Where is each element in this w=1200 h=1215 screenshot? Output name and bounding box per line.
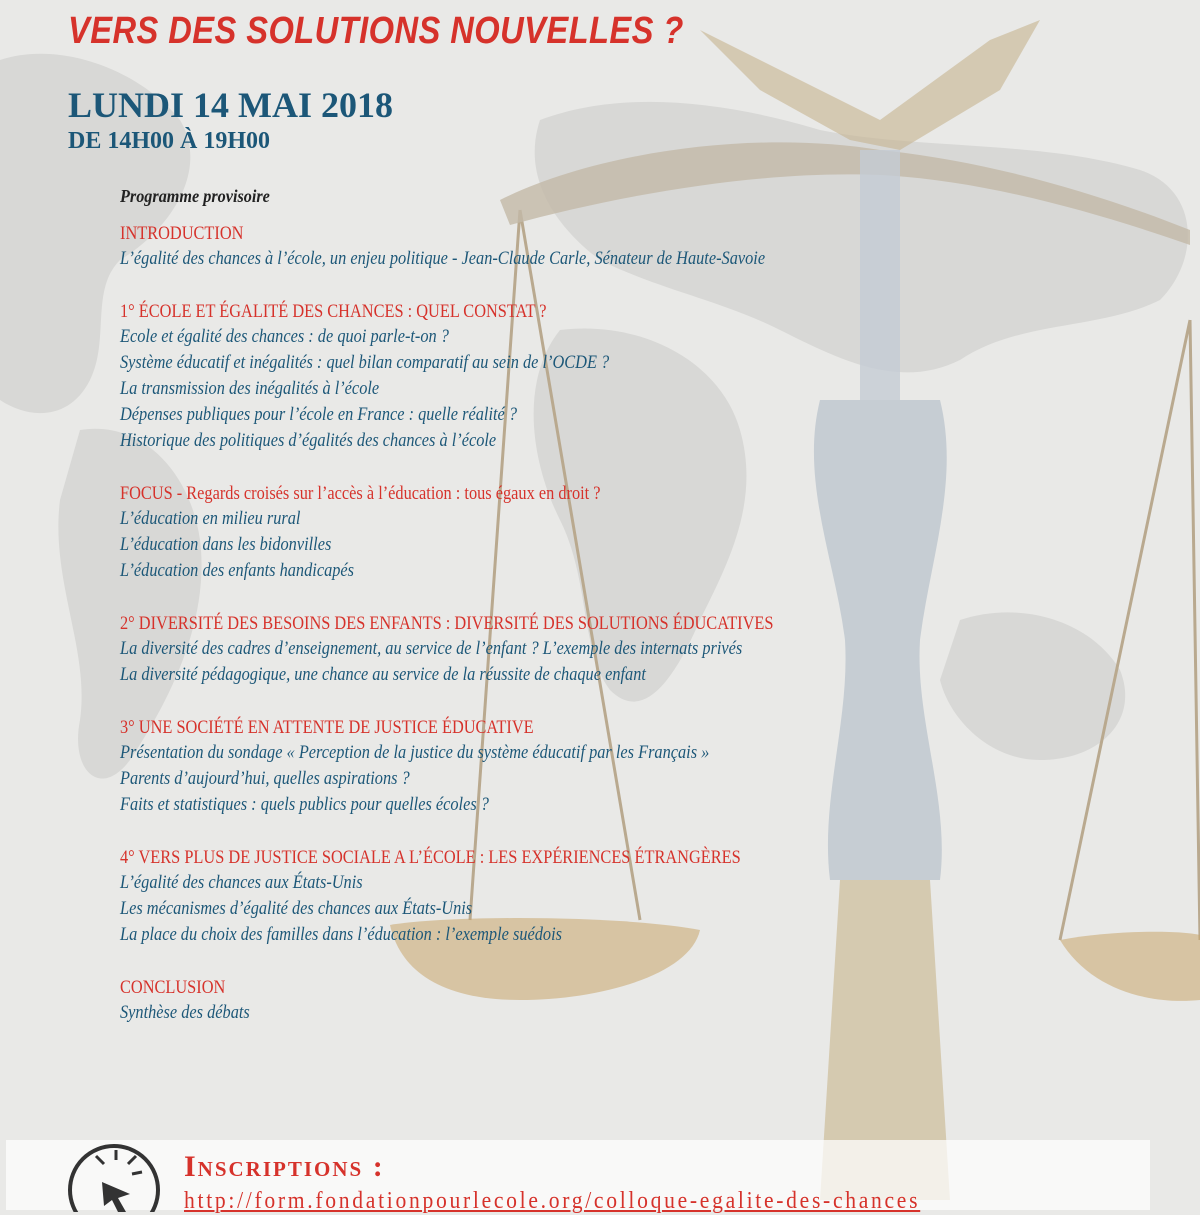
section-item: Faits et statistiques : quels publics pour quelles écoles ? xyxy=(120,794,489,815)
programme-section-4 xyxy=(120,845,880,948)
programme-section-focus xyxy=(120,481,880,584)
section-item: La diversité des cadres d’enseignement, au service de l’enfant ? L’exemple des internats privés xyxy=(120,638,743,659)
section-item: Synthèse des débats xyxy=(120,1002,250,1023)
programme-label: Programme provisoire xyxy=(120,186,270,206)
section-title: 1° ÉCOLE ET ÉGALITÉ DES CHANCES : QUEL CONSTAT ? xyxy=(120,301,547,322)
programme-section-conclusion xyxy=(120,975,880,1026)
section-title: 2° DIVERSITÉ DES BESOINS DES ENFANTS : DIVERSITÉ DES SOLUTIONS ÉDUCATIVES xyxy=(120,613,774,634)
cursor-click-icon xyxy=(66,1142,162,1212)
section-item: Système éducatif et inégalités : quel bilan comparatif au sein de l’OCDE ? xyxy=(120,352,610,373)
section-item: Présentation du sondage « Perception de la justice du système éducatif par les Français » xyxy=(120,742,710,763)
section-title: 4° VERS PLUS DE JUSTICE SOCIALE A L’ÉCOLE : LES EXPÉRIENCES ÉTRANGÈRES xyxy=(120,847,741,868)
event-date: LUNDI 14 MAI 2018 xyxy=(68,85,394,125)
programme-section-2 xyxy=(120,611,880,688)
section-item: Historique des politiques d’égalités des chances à l’école xyxy=(120,430,497,451)
registration-link[interactable]: http://form.fondationpourlecole.org/colloque-egalite-des-chances xyxy=(184,1188,921,1214)
section-item: L’égalité des chances aux États-Unis xyxy=(120,872,363,893)
section-title: FOCUS - Regards croisés sur l’accès à l’éducation : tous égaux en droit ? xyxy=(120,483,601,504)
section-item: L’éducation en milieu rural xyxy=(120,508,301,529)
event-subtitle: VERS DES SOLUTIONS NOUVELLES ? xyxy=(68,10,684,52)
programme xyxy=(120,186,880,1053)
section-title: CONCLUSION xyxy=(120,977,226,998)
section-item: L’éducation dans les bidonvilles xyxy=(120,534,332,555)
programme-section-1 xyxy=(120,299,880,454)
section-item: La transmission des inégalités à l’école xyxy=(120,378,380,399)
section-item: Dépenses publiques pour l’école en France : quelle réalité ? xyxy=(120,404,518,425)
section-item: Parents d’aujourd’hui, quelles aspirations ? xyxy=(120,768,410,789)
section-item: L’éducation des enfants handicapés xyxy=(120,560,355,581)
section-item: Les mécanismes d’égalité des chances aux États-Unis xyxy=(120,898,473,919)
section-item: La place du choix des familles dans l’éducation : l’exemple suédois xyxy=(120,924,562,945)
programme-section-introduction xyxy=(120,221,880,272)
inscriptions-label: Inscriptions : xyxy=(184,1150,385,1183)
section-item: La diversité pédagogique, une chance au service de la réussite de chaque enfant xyxy=(120,664,646,685)
section-item: L’égalité des chances à l’école, un enjeu politique - Jean-Claude Carle, Sénateur de Haute-Savoie xyxy=(120,248,766,269)
section-title: 3° UNE SOCIÉTÉ EN ATTENTE DE JUSTICE ÉDUCATIVE xyxy=(120,717,534,738)
section-item: Ecole et égalité des chances : de quoi parle-t-on ? xyxy=(120,326,449,347)
event-time: DE 14H00 À 19H00 xyxy=(68,128,271,154)
programme-section-3 xyxy=(120,715,880,818)
section-title: INTRODUCTION xyxy=(120,223,244,244)
